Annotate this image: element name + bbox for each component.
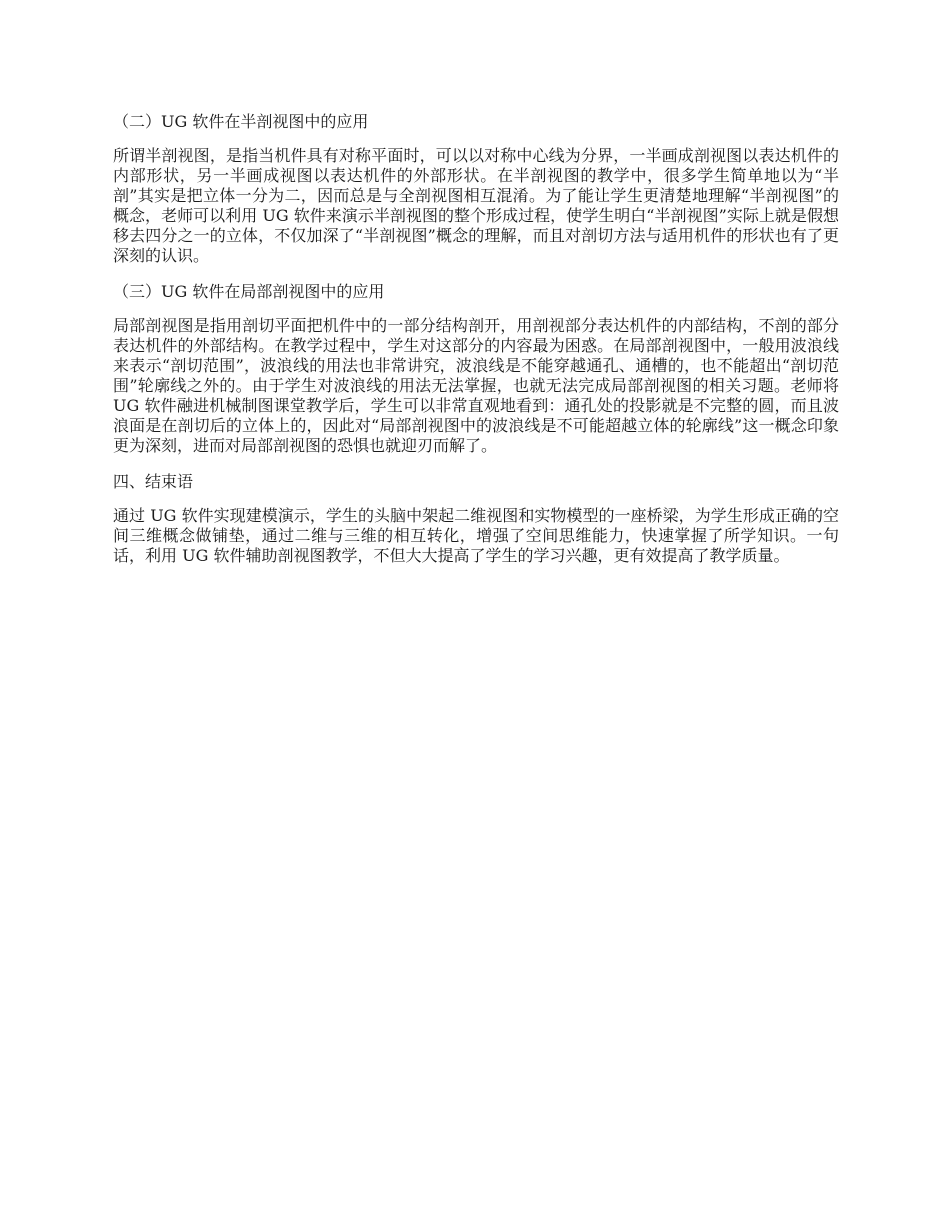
section-heading: 四、结束语 xyxy=(113,472,194,491)
section-paragraph: 局部剖视图是指用剖切平面把机件中的一部分结构剖开，用剖视部分表达机件的内部结构，不剖的部分表达机件的外部结构。在教学过程中，学生对这部分的内容最为困惑。在局部剖视图中，一般用波浪线来表示“剖切范围”，波浪线的用法也非常讲究，波浪线是不能穿越通孔、通槽的，也不能超出“剖切范围”轮廓线之外的。由于学生对波浪线的用法无法掌握，也就无法完成局部剖视图的相关习题。老师将 UG 软件融进机械制图课堂教学后，学生可以非常直观地看到：通孔处的投影就是不完整的圆，而且波浪面是在剖切后的立体上的，因此对“局部剖视图中的波浪线是不可能超越立体的轮廓线”这一概念印象更为深刻，进而对局部剖视图的恐惧也就迎刃而解了。 xyxy=(113,316,839,455)
section-partial-section-view xyxy=(113,280,839,456)
section-half-section-view xyxy=(113,110,839,266)
document-page xyxy=(113,110,839,580)
section-heading: （二）UG 软件在半剖视图中的应用 xyxy=(113,112,369,131)
section-paragraph: 所谓半剖视图，是指当机件具有对称平面时，可以以对称中心线为分界，一半画成剖视图以表达机件的内部形状，另一半画成视图以表达机件的外部形状。在半剖视图的教学中，很多学生简单地以为“半剖”其实是把立体一分为二，因而总是与全剖视图相互混淆。为了能让学生更清楚地理解“半剖视图”的概念，老师可以利用 UG 软件来演示半剖视图的整个形成过程，使学生明白“半剖视图”实际上就是假想移去四分之一的立体，不仅加深了“半剖视图”概念的理解，而且对剖切方法与适用机件的形状也有了更深刻的认识。 xyxy=(113,146,839,265)
section-conclusion xyxy=(113,470,839,566)
section-heading: （三）UG 软件在局部剖视图中的应用 xyxy=(113,282,385,301)
section-paragraph: 通过 UG 软件实现建模演示，学生的头脑中架起二维视图和实物模型的一座桥梁，为学生形成正确的空间三维概念做铺垫，通过二维与三维的相互转化，增强了空间思维能力，快速掌握了所学知识。一句话，利用 UG 软件辅助剖视图教学，不但大大提高了学生的学习兴趣，更有效提高了教学质量。 xyxy=(113,506,839,565)
